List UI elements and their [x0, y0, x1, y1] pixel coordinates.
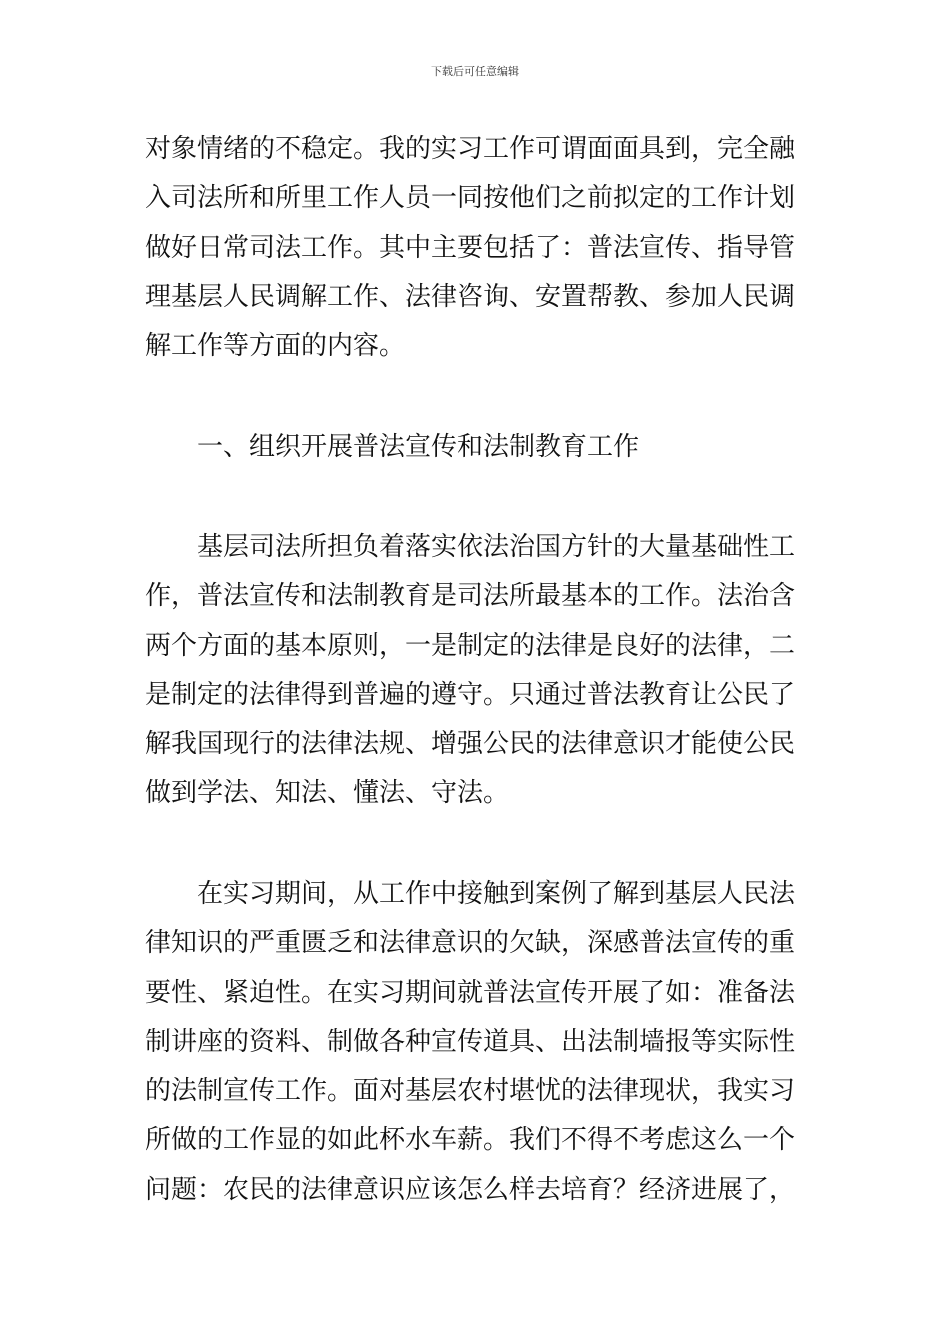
text-line: 要性、紧迫性。在实习期间就普法宣传开展了如：准备法 [145, 977, 796, 1008]
text-line: 基层司法所担负着落实依法治国方针的大量基础性工 [197, 532, 796, 562]
text-line: 理基层人民调解工作、法律咨询、安置帮教、参加人民调 [145, 281, 796, 312]
paragraph-internship [145, 870, 807, 1215]
text-line: 做好日常司法工作。其中主要包括了：普法宣传、指导管 [145, 232, 796, 263]
text-line: 所做的工作显的如此杯水车薪。我们不得不考虑这么一个 [145, 1125, 796, 1156]
text-line: 入司法所和所里工作人员一同按他们之前拟定的工作计划 [145, 183, 796, 214]
section-heading [145, 423, 807, 472]
text-line: 解我国现行的法律法规、增强公民的法律意识才能使公民 [145, 729, 796, 760]
text-line: 两个方面的基本原则，一是制定的法律是良好的法律，二 [145, 630, 796, 661]
text-line: 是制定的法律得到普遍的遵守。只通过普法教育让公民了 [145, 679, 796, 710]
text-line: 的法制宣传工作。面对基层农村堪忧的法律现状，我实习 [145, 1076, 796, 1107]
page-header: 下载后可任意编辑 [431, 65, 519, 78]
text-line: 律知识的严重匮乏和法律意识的欠缺，深感普法宣传的重 [145, 928, 796, 959]
paragraph-legal-education [145, 523, 807, 819]
text-line: 做到学法、知法、懂法、守法。 [145, 778, 510, 809]
text-line: 对象情绪的不稳定。我的实习工作可谓面面具到，完全融 [145, 134, 796, 164]
text-line: 解工作等方面的内容。 [145, 331, 406, 362]
heading-line: 一、组织开展普法宣传和法制教育工作 [197, 432, 640, 462]
text-line: 问题：农民的法律意识应该怎么样去培育？经济进展了， [145, 1174, 796, 1205]
text-line: 在实习期间，从工作中接触到案例了解到基层人民法 [197, 879, 796, 909]
text-line: 制讲座的资料、制做各种宣传道具、出法制墙报等实际性 [145, 1026, 796, 1057]
paragraph-intro [145, 125, 807, 371]
text-line: 作，普法宣传和法制教育是司法所最基本的工作。法治含 [145, 581, 796, 612]
